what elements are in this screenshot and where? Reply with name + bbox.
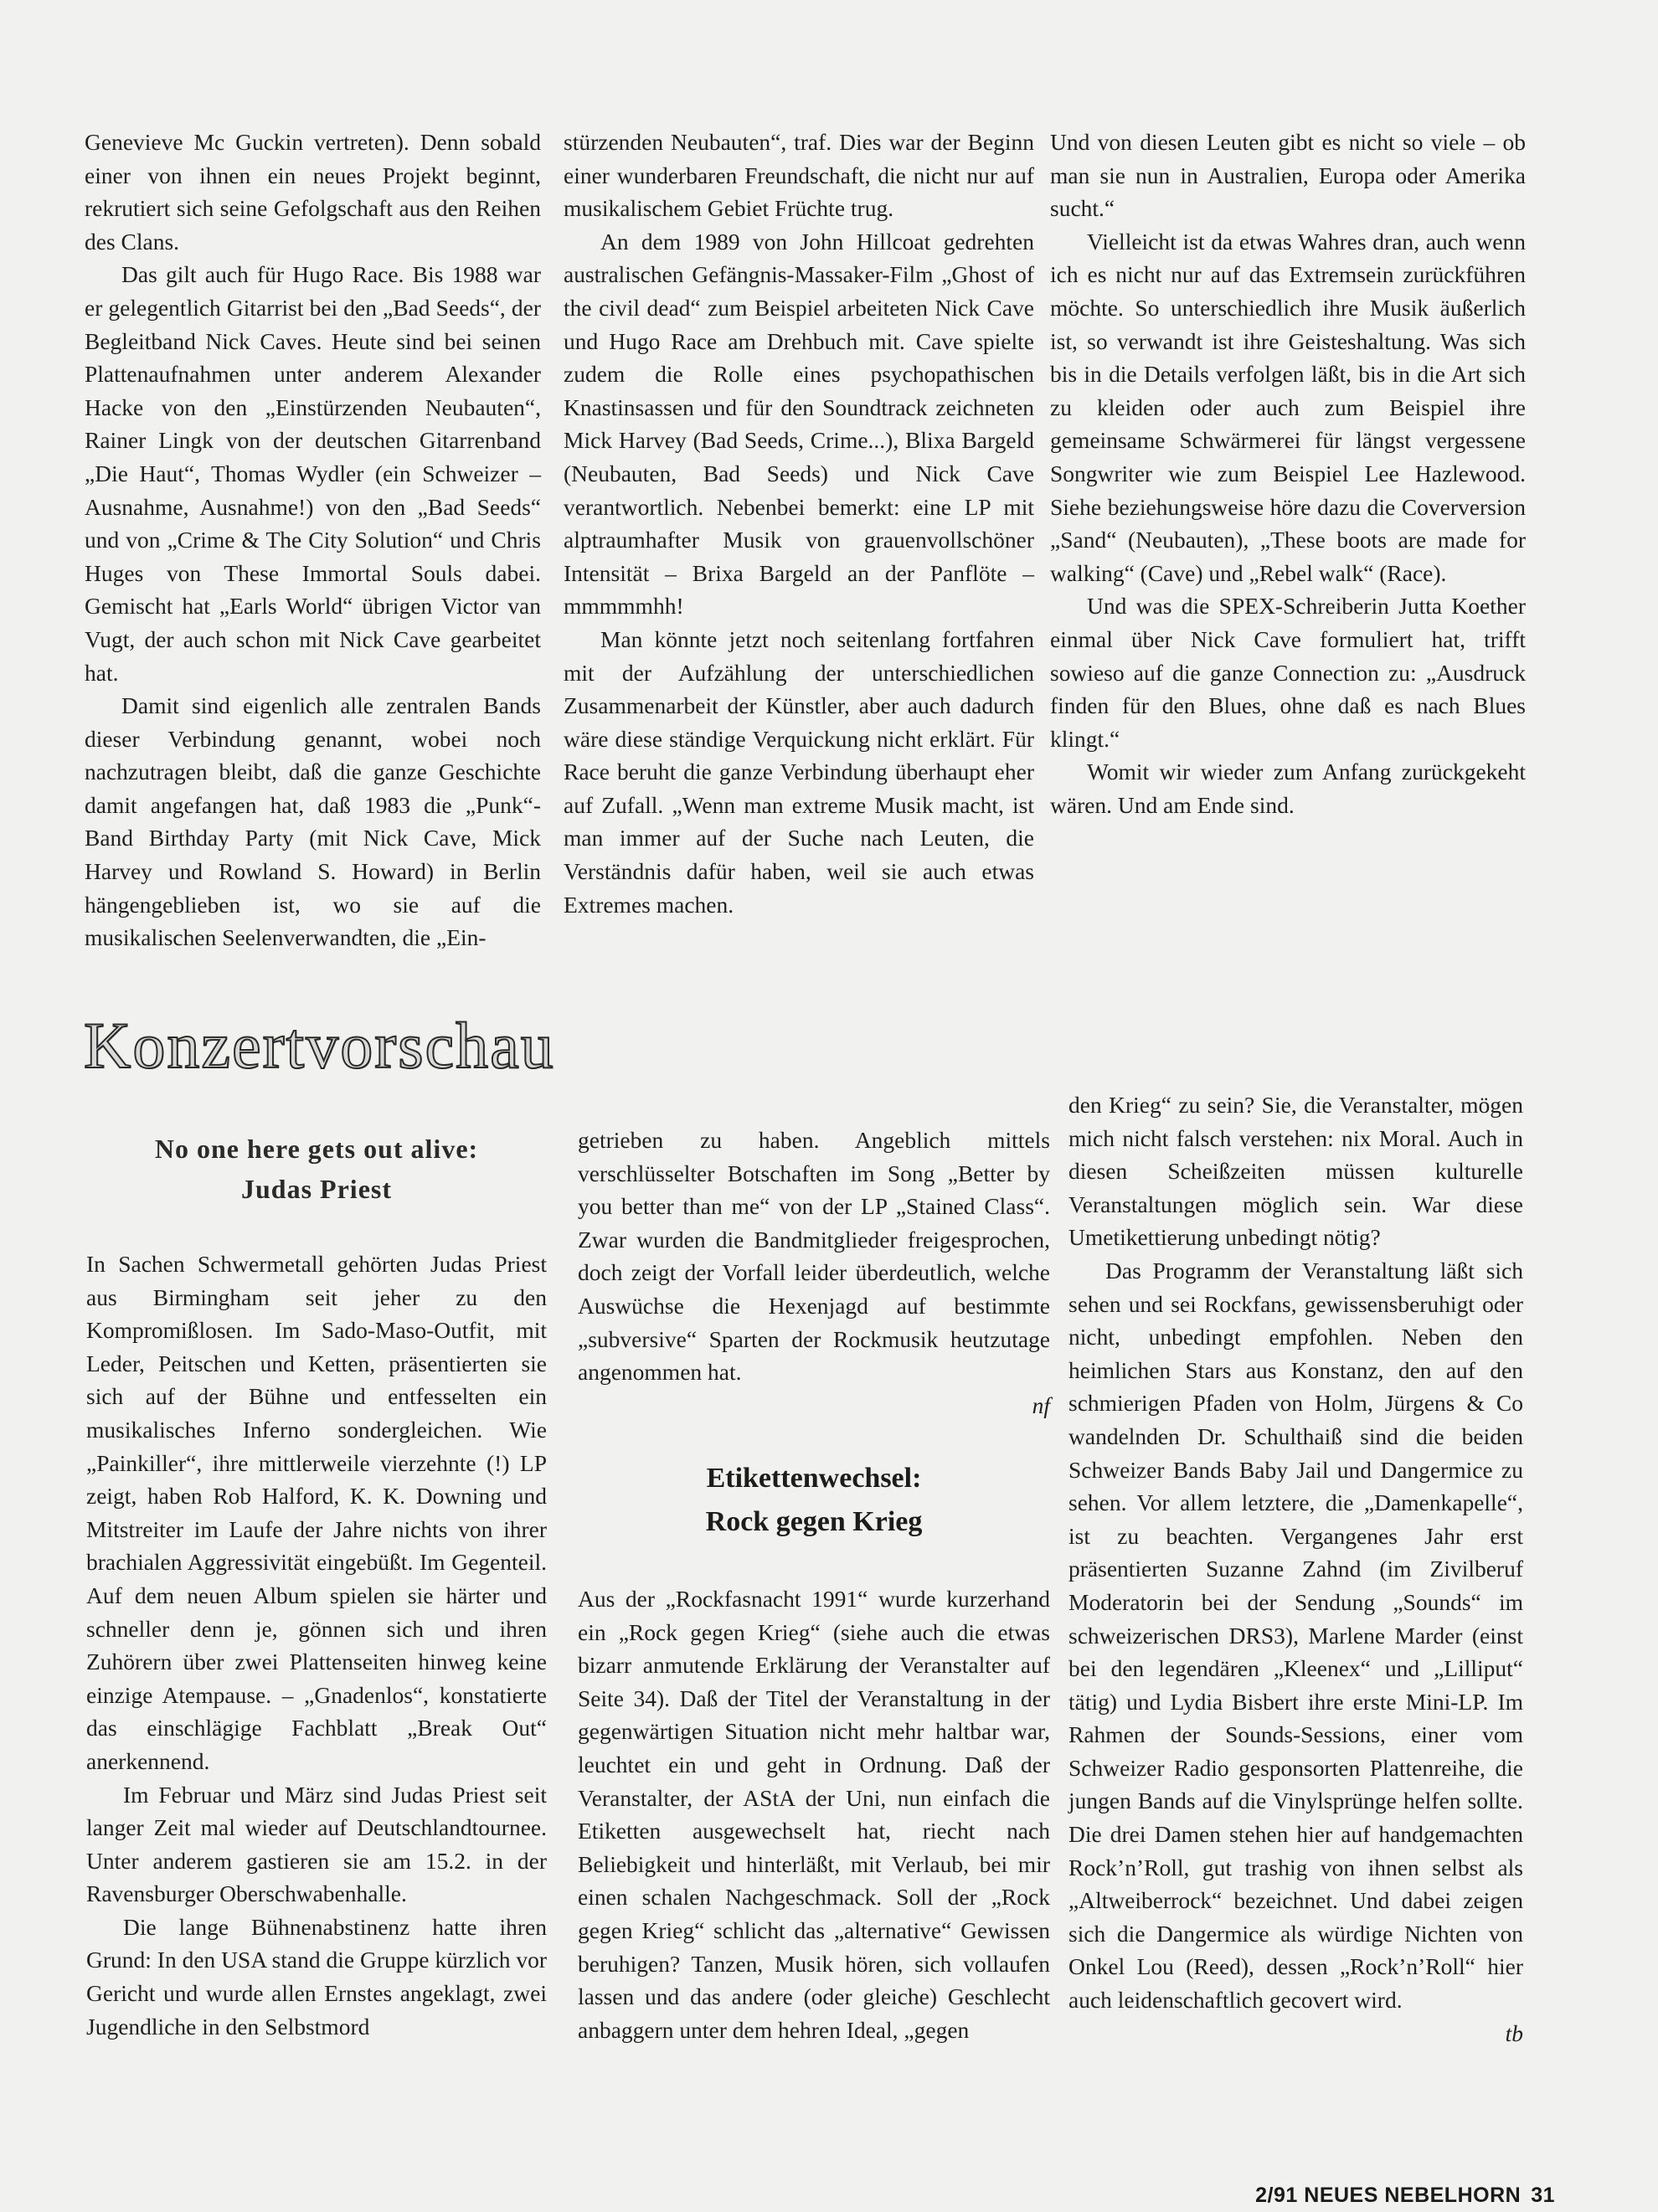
etikettenwechsel-heading (578, 1457, 1050, 1544)
section-title: Konzertvorschau (84, 1009, 555, 1082)
paragraph: Das gilt auch für Hugo Race. Bis 1988 war er gelegentlich Gitarrist bei den „Bad Seeds“, der Begleitband Nick Caves. Heute sind bei seinen Plattenaufnahmen unter anderem Alexander Hacke von den „Einstürzenden Neubauten“, Rainer Lingk von der deutschen Gitarrenband „Die Haut“, Thomas Wydler (ein Schweizer – Ausnahme, Ausnahme!) von den „Bad Seeds“ und von „Crime & The City Solution“ und Chris Huges von These Immortal Souls dabei. Gemischt hat „Earls World“ übrigen Victor van Vugt, der auch schon mit Nick Cave gearbeitet hat. (85, 261, 541, 686)
article-column-1 (85, 126, 541, 954)
author-line (578, 1389, 1050, 1422)
paragraph: An dem 1989 von John Hillcoat gedrehten australischen Gefängnis-Massaker-Film „Ghost of the civil dead“ zum Beispiel arbeiteten Nick Cave und Hugo Race am Drehbuch mit. Cave spielte zudem die Rolle eines psychopathischen Knastinsassen und für den Soundtrack zeichneten Mick Harvey (Bad Seeds, Crime...), Blixa Bargeld (Neubauten, Bad Seeds) und Nick Cave verantwortlich. Nebenbei bemerkt: eine LP mit alptraumhafter Musik von grauenvollschöner Intensität – Brixa Bargeld an der Panflöte – mmmmmhh! (564, 228, 1034, 620)
author-signature: nf (1032, 1392, 1050, 1418)
paragraph: In Sachen Schwermetall gehörten Judas Priest aus Birmingham seit jeher zu den Kompromißlosen. Im Sado-Maso-Outfit, mit Leder, Peitschen und Ketten, präsentierten sie sich auf der Bühne und entfesselten ein musikalisches Inferno sondergleichen. Wie „Painkiller“, ihre mittlerweile vierzehnte (!) LP zeigt, haben Rob Halford, K. K. Downing und Mitstreiter im Laufe der Jahre nichts von ihrer brachialen Aggressivität eingebüßt. Im Gegenteil. Auf dem neuen Album spielen sie härter und schneller denn je, gönnen sich und ihren Zuhörern über zwei Plattenseiten hinweg keine einzige Atempause. – „Gnadenlos“, konstatierte das einschlägige Fachblatt „Break Out“ anerkennend. (86, 1251, 547, 1774)
paragraph: Genevieve Mc Guckin vertreten). Denn sobald einer von ihnen ein neues Projekt beginnt, rekrutiert sich seine Gefolgschaft aus den Reihen des Clans. (85, 129, 541, 255)
paragraph: Aus der „Rockfasnacht 1991“ wurde kurzerhand ein „Rock gegen Krieg“ (siehe auch die etwas bizarr anmutende Erklärung der Veranstalter auf Seite 34). Daß der Titel der Veranstaltung in der gegenwärtigen Situation nicht mehr haltbar war, leuchtet ein und geht in Ordnung. Daß der Veranstalter, der AStA der Uni, nun einfach die Etiketten ausgewechselt hat, riecht nach Beliebigkeit und hinterläßt, mit Verlaub, bei mir einen schalen Nachgeschmack. Soll der „Rock gegen Krieg“ schlicht das „alternative“ Gewissen beruhigen? Tanzen, Musik hören, sich vollaufen lassen und das andere (oder gleiche) Geschlecht anbaggern unter dem hehren Ideal, „gegen (578, 1586, 1050, 2043)
paragraph: stürzenden Neubauten“, traf. Dies war der Beginn einer wunderbaren Freundschaft, die nicht nur auf musikalischem Gebiet Früchte trug. (564, 129, 1034, 222)
paragraph: Und was die SPEX-Schreiberin Jutta Koether einmal über Nick Cave formuliert hat, trifft sowieso auf die ganze Connection zu: „Ausdruck finden für den Blues, ohne daß es nach Blues klingt.“ (1050, 593, 1526, 752)
heading-line: No one here gets out alive: (154, 1134, 479, 1164)
judas-priest-heading (86, 1129, 547, 1209)
paragraph: Damit sind eigenlich alle zentralen Bands dieser Verbindung genannt, wobei noch nachzutragen bleibt, daß die ganze Geschichte damit angefangen hat, daß 1983 die „Punk“-Band Birthday Party (mit Nick Cave, Mick Harvey und Rowland S. Howard) in Berlin hängengeblieben ist, wo sie auf die musikalischen Seelenverwandten, die „Ein- (85, 692, 541, 951)
etikettenwechsel-column (578, 1582, 1050, 2046)
paragraph: Das Programm der Veranstaltung läßt sich sehen und sei Rockfans, gewissensberuhigt oder nicht, unbedingt empfohlen. Neben den heimlichen Stars aus Konstanz, den auf den schmierigen Pfaden von Holm, Jürgens & Co wandelnden Dr. Schulthaiß sind die beiden Schweizer Bands Baby Jail und Dangermice zu sehen. Vor allem letztere, die „Damenkapelle“, ist zu beachten. Vergangenes Jahr erst präsentierten Suzanne Zahnd (im Zivilberuf Moderatorin bei der Sendung „Sounds“ im schweizerischen DRS3), Marlene Marder (einst bei den legendären „Kleenex“ und „Lilliput“ tätig) und Lydia Bisbert ihre erste Mini-LP. Im Rahmen der Sounds-Sessions, einer vom Schweizer Radio gesponsorten Plattenreihe, die jungen Bands auf die Vinylsprünge helfen sollte. Die drei Damen stehen hier auf handgemachten Rock’n’Roll, gut trashig von ihnen selbst als „Altweiberrock“ bezeichnet. Und dabei zeigen sich die Dangermice als würdige Nichten von Onkel Lou (Reed), dessen „Rock’n’Roll“ hier auch leidenschaftlich gecovert wird. (1068, 1257, 1523, 2014)
judas-priest-column (86, 1247, 547, 2043)
article-column-2 (564, 126, 1034, 921)
paragraph: Und von diesen Leuten gibt es nicht so viele – ob man sie nun in Australien, Europa oder Amerika sucht.“ (1050, 129, 1526, 222)
paragraph: Man könnte jetzt noch seitenlang fortfahren mit der Aufzählung der unterschiedlichen Zusammenarbeit der Künstler, aber auch dadurch wäre diese ständige Verquickung nicht erklärt. Für Race beruht die ganze Verbindung überhaupt eher auf Zufall. „Wenn man extreme Musik macht, ist man immer auf der Suche nach Leuten, die Verständnis dafür haben, weil sie auch etwas Extremes machen. (564, 625, 1034, 918)
right-bottom-column (1068, 1088, 1523, 2050)
heading-line: Etikettenwechsel: (706, 1463, 922, 1494)
page-footer (1245, 2184, 1555, 2208)
paragraph: Vielleicht ist da etwas Wahres dran, auch wenn ich es nicht nur auf das Extremsein zurückführen möchte. So unterschiedlich ihre Musik äußerlich ist, so verwandt ist ihre Geisteshaltung. Was sich bis in die Details verfolgen läßt, bis in die Art sich zu kleiden oder auch zum Beispiel ihre gemeinsame Schwärmerei für längst vergessene Songwriter wie zum Beispiel Lee Hazlewood. Siehe beziehungsweise höre dazu die Coverversion „Sand“ (Neubauten), „These boots are made for walking“ (Cave) und „Rebel walk“ (Race). (1050, 228, 1526, 586)
author-line (1068, 2017, 1523, 2050)
paragraph: Die lange Bühnenabstinenz hatte ihren Grund: In den USA stand die Gruppe kürzlich vor Gericht und wurde allen Ernstes angeklagt, zwei Jugendliche in den Selbstmord (86, 1913, 547, 2040)
heading-line: Rock gegen Krieg (705, 1506, 923, 1537)
paragraph: Im Februar und März sind Judas Priest seit langer Zeit mal wieder auf Deutschlandtournee. Unter anderem gastieren sie am 15.2. in der Ravensburger Oberschwabenhalle. (86, 1781, 547, 1907)
page-number: 31 (1531, 2184, 1555, 2207)
paragraph: den Krieg“ zu sein? Sie, die Veranstalter, mögen mich nicht falsch verstehen: nix Moral. Auch in diesen Scheißzeiten müssen kulturelle Veranstaltungen möglich sein. War diese Umetikettierung unbedingt nötig? (1068, 1092, 1523, 1251)
middle-bottom-column (578, 1124, 1050, 1422)
author-signature: tb (1505, 2019, 1523, 2046)
paragraph: Womit wir wieder zum Anfang zurückgekeht wären. Und am Ende sind. (1050, 759, 1526, 818)
paragraph: getrieben zu haben. Angeblich mittels verschlüsselter Botschaften im Song „Better by you better than me“ von der LP „Stained Class“. Zwar wurden die Bandmitglieder freigesprochen, doch zeigt der Vorfall leider überdeutlich, welche Auswüchse die Hexenjagd auf bestimmte „subversive“ Sparten der Rockmusik heutzutage angenommen hat. (578, 1127, 1050, 1386)
heading-line: Judas Priest (241, 1174, 392, 1204)
issue-label: 2/91 NEUES NEBELHORN (1255, 2184, 1522, 2207)
article-column-3 (1050, 126, 1526, 821)
